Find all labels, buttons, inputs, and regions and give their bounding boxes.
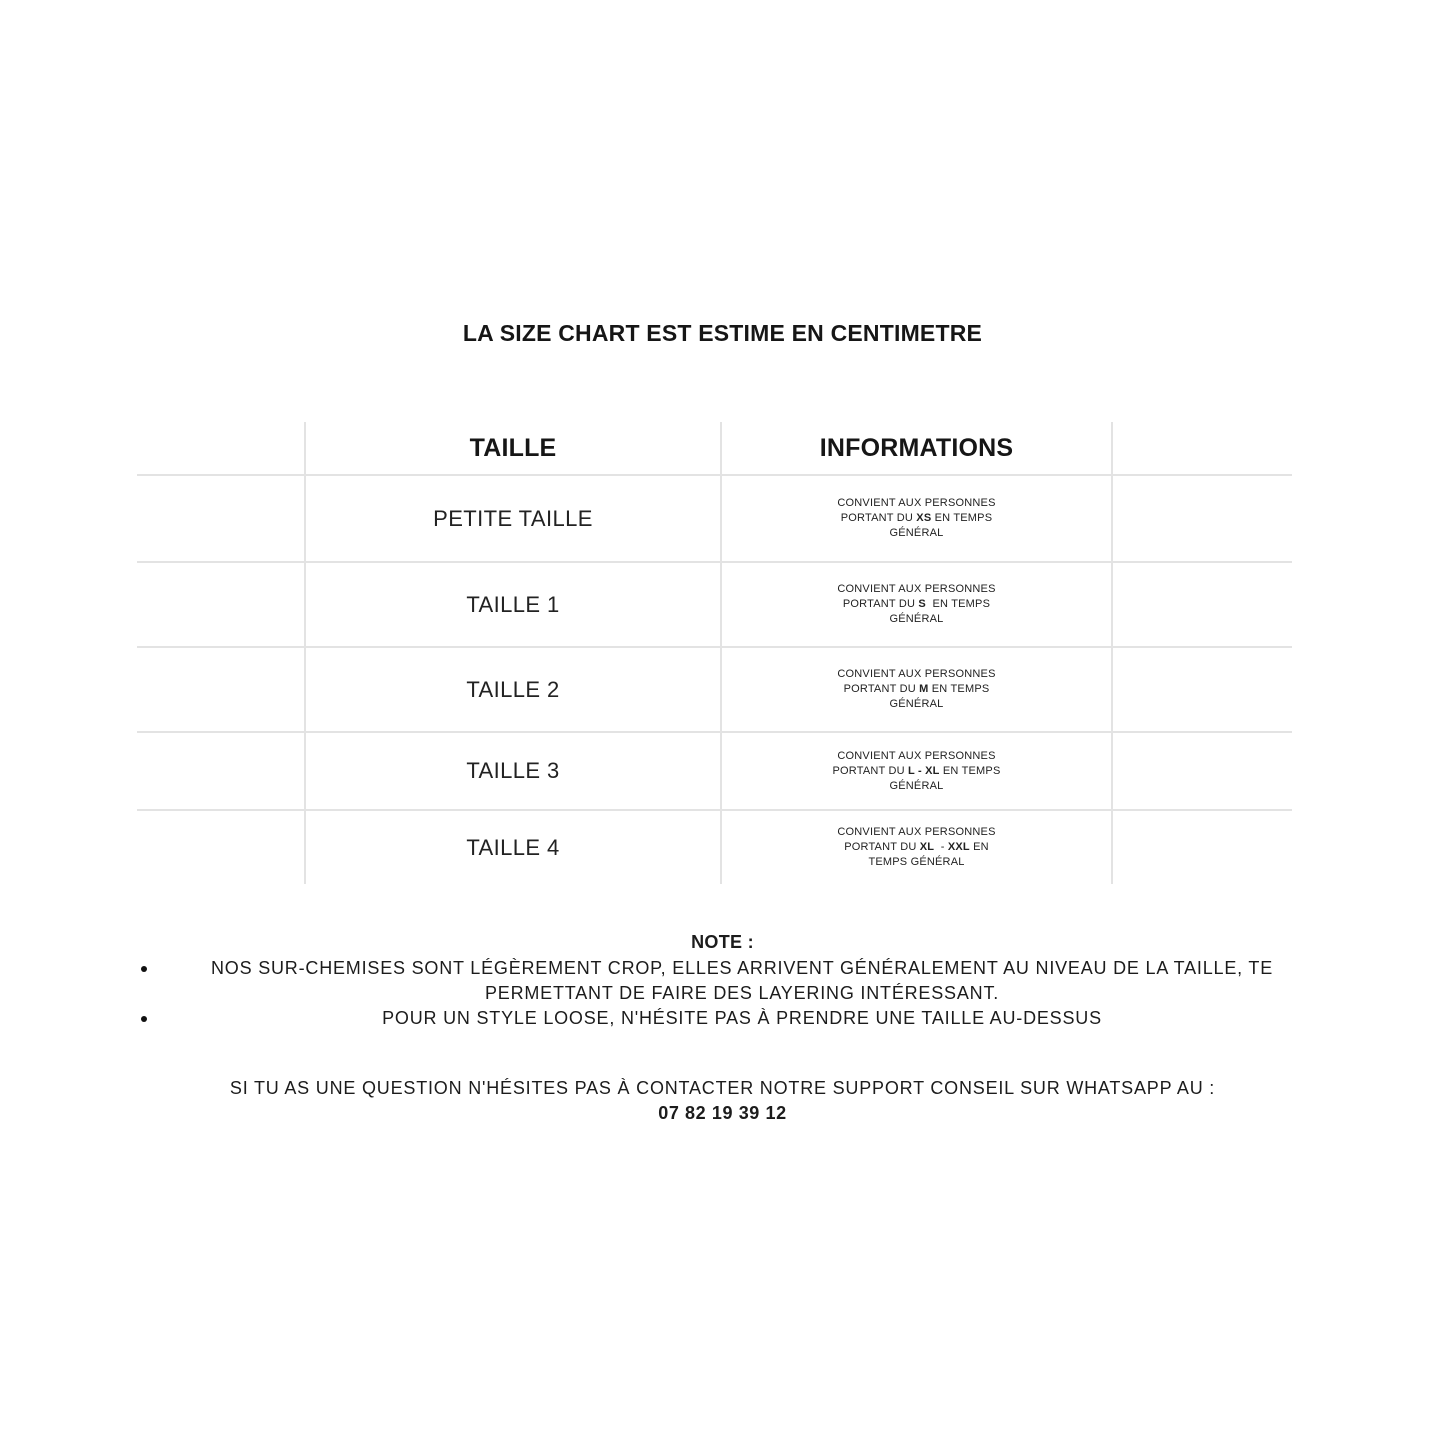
table-row [137, 563, 1292, 648]
info-line: CONVIENT AUX PERSONNES [837, 668, 996, 680]
size-label: TAILLE 4 [306, 811, 722, 884]
bullet-icon [141, 1016, 147, 1022]
note-item-text: POUR UN STYLE LOOSE, N'HÉSITE PAS À PRENDRE UNE TAILLE AU-DESSUS [382, 1008, 1102, 1028]
row-spacer-left [137, 476, 306, 561]
row-spacer-right [1113, 648, 1292, 731]
header-row [137, 422, 1292, 476]
row-spacer-left [137, 811, 306, 884]
row-spacer-right [1113, 563, 1292, 646]
info-cell [722, 648, 1113, 731]
contact-text: SI TU AS UNE QUESTION N'HÉSITES PAS À CONTACTER NOTRE SUPPORT CONSEIL SUR WHATSAPP AU : [229, 1078, 1216, 1098]
table-row [137, 476, 1292, 563]
phone-number: 07 82 19 39 12 [658, 1103, 787, 1123]
header-spacer-right [1113, 422, 1292, 474]
note-item-text: NOS SUR-CHEMISES SONT LÉGÈREMENT CROP, ELLES ARRIVENT GÉNÉRALEMENT AU NIVEAU DE LA TAILLE, TE PERMETTANT DE FAIRE DES LAYERING INTÉRESSANT. [210, 958, 1274, 1003]
size-label: TAILLE 3 [306, 733, 722, 809]
info-line: PORTANT DU XS EN TEMPS [840, 512, 993, 524]
row-spacer-right [1113, 811, 1292, 884]
info-line: CONVIENT AUX PERSONNES [837, 749, 996, 762]
row-spacer-left [137, 733, 306, 809]
note-list [139, 956, 1345, 1031]
row-spacer-left [137, 563, 306, 646]
info-line: PORTANT DU S EN TEMPS [842, 598, 991, 610]
table-row [137, 811, 1292, 884]
info-cell [722, 733, 1113, 809]
info-cell [722, 563, 1113, 646]
info-line: GÉNÉRAL [889, 779, 944, 792]
note-title: NOTE : [691, 932, 754, 952]
row-spacer-left [137, 648, 306, 731]
note-item [139, 1006, 1345, 1031]
page-title: LA SIZE CHART EST ESTIME EN CENTIMETRE [462, 320, 983, 346]
info-line: TEMPS GÉNÉRAL [868, 856, 965, 868]
size-table [137, 422, 1292, 884]
column-header-taille: TAILLE [306, 422, 722, 474]
note-item [139, 956, 1345, 1006]
info-line: CONVIENT AUX PERSONNES [837, 497, 996, 509]
info-line: GÉNÉRAL [889, 613, 944, 625]
table-row [137, 648, 1292, 733]
info-line: GÉNÉRAL [889, 527, 944, 539]
info-cell [722, 476, 1113, 561]
bullet-icon [141, 966, 147, 972]
info-cell [722, 811, 1113, 884]
size-label: PETITE TAILLE [306, 476, 722, 561]
size-label: TAILLE 1 [306, 563, 722, 646]
contact-block [0, 1076, 1445, 1126]
row-spacer-right [1113, 733, 1292, 809]
row-spacer-right [1113, 476, 1292, 561]
info-line: PORTANT DU L - XL EN TEMPS [832, 764, 1001, 777]
header-spacer-left [137, 422, 306, 474]
info-line: CONVIENT AUX PERSONNES [837, 826, 996, 838]
info-line: CONVIENT AUX PERSONNES [837, 583, 996, 595]
info-line: GÉNÉRAL [889, 698, 944, 710]
info-line: PORTANT DU M EN TEMPS [843, 683, 990, 695]
info-line: PORTANT DU XL - XXL EN [844, 841, 989, 853]
table-row [137, 733, 1292, 811]
column-header-informations: INFORMATIONS [722, 422, 1113, 474]
size-label: TAILLE 2 [306, 648, 722, 731]
